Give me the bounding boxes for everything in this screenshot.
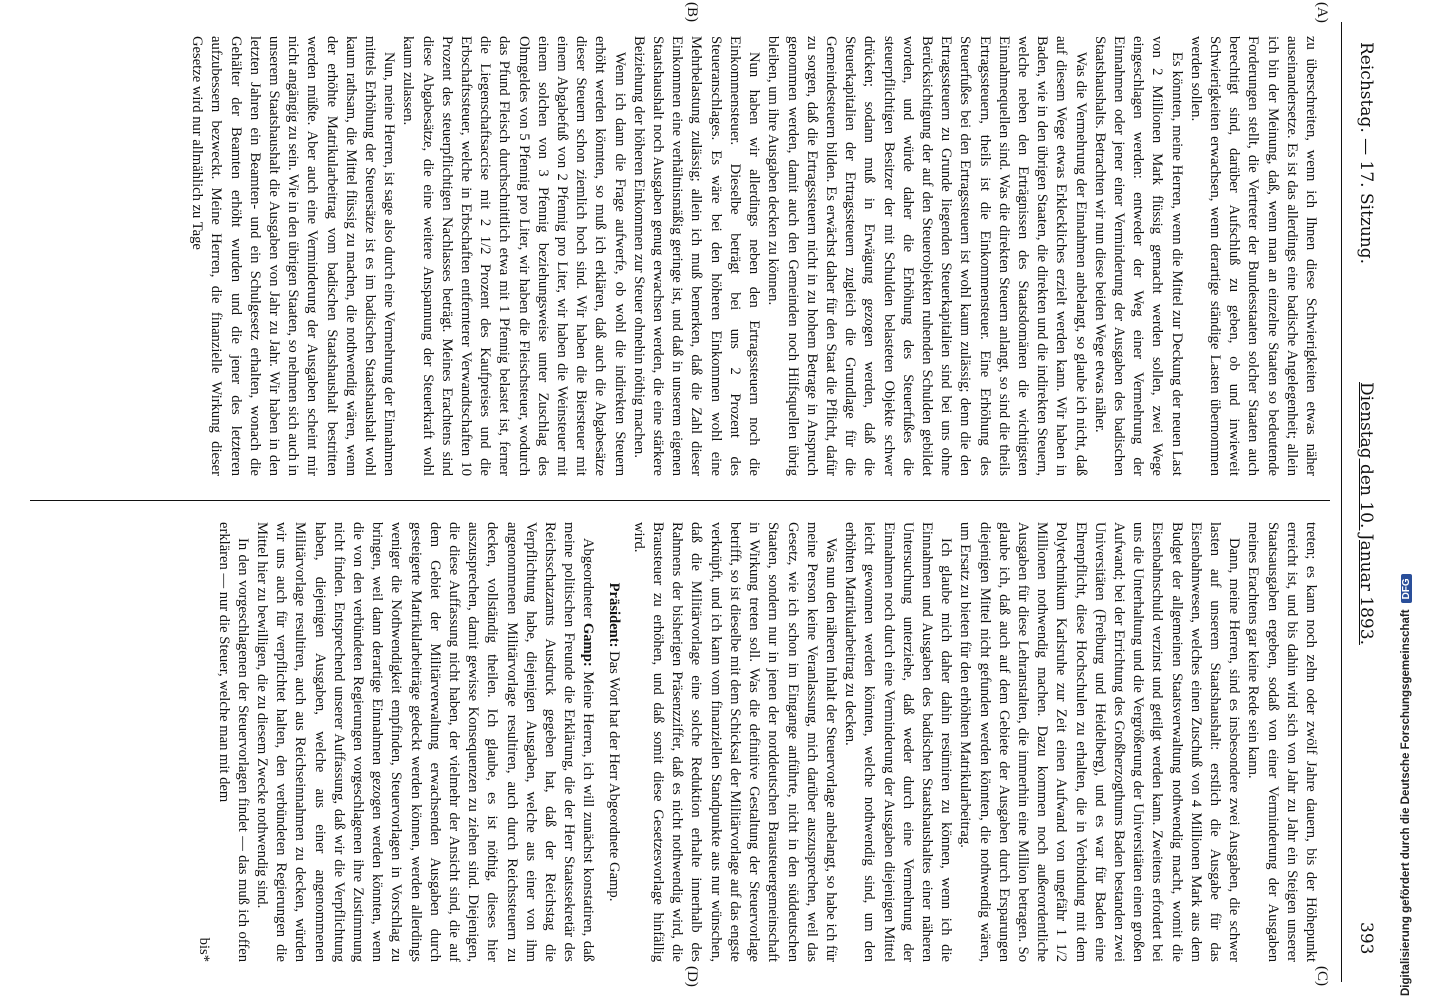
digitization-credit [1400, 574, 1412, 996]
president-line [603, 522, 622, 962]
running-header [1338, 22, 1390, 982]
rotated-print-page [10, 2, 1390, 987]
catchword: bis* [196, 937, 213, 962]
paragraph: Was nun den näheren Inhalt der Steuervorlage anbelangt, so habe ich für meine Person keine Veranlassung, mich darüber auszusprechen, weil das Gesetz, wie ich schon im Eingange anführte, nicht in den süddeutschen Staaten, sondern nur in jenen der norddeutschen Brausteuergemeinschaft in Wirkung treten soll. Was die definitive Gestaltung der Steuervorlage betrifft, so ist dieselbe mit dem Schicksal der Militärvorlage auf das engste verknüpft, und ich kann vom finanziellen Standpunkte aus nur wünschen, daß die Militärvorlage eine solche Reduktion erhalte innerhalb des Rahmens der bisherigen Präsenzziffer, daß es nicht nothwendig wird, die Brausteuer zu erhöhen, und daß somit diese Gesetzesvorlage hinfällig wird. [630, 522, 839, 962]
dfg-logo: DFG [1401, 574, 1412, 603]
paragraph: Ich glaube mich daher dahin resümiren zu können, wenn ich die Einnahmen und Ausgaben des badischen Staatshaushaltes einer näheren Untersuchung unterziehe, daß weder durch eine Vermehrung der Einnahmen noch durch eine Verminderung der Ausgaben diejenigen Mittel leicht gewonnen werden könnten, welche nothwendig sind, um den erhöhten Matrikularbeitrag zu decken. [842, 522, 955, 962]
paragraph: Nun, meine Herren, ist sage also durch eine Vermehrung der Einnahmen mittels Erhöhung der Steuersätze ist es im badischen Staatshaushalt wohl kaum rathsam, die Mittel flüssig zu machen, die nothwendig wären, wenn der erhöhte Matrikularbeitrag vom badischen Staatshaushalt bestritten werden müßte. Aber auch eine Verminderung der Ausgaben scheint mir nicht angängig zu sein. Wie in den übrigen Staaten, so nehmen sich auch in unserem Staatshaushalt die Ausgaben von Jahr zu Jahr. Wir haben in den letzten Jahren ein Beamten- und ein Schulgesetz erhalten, wonach die Gehälter der Beamten erhöht wurden und die jener des letzteren aufzubessern bezweckt. Meine Herren, die finanzielle Wirkung dieser Gesetze wird nur allmählich zu Tage [189, 36, 398, 476]
margin-label-b: (B) [684, 2, 700, 22]
paragraph: Wenn ich dann die Frage aufwerfe, ob wohl die indirekten Steuern erhöht werden könnten, so muß ich erklären, daß auch die Abgabesätze dieser Steuern schon ziemlich hoch sind. Wir haben die Biersteuer mit einem Abgabefuß von 2 Pfennig pro Liter, wir haben die Weinsteuer mit einem solchen von 3 Pfennig beziehungsweise unter Zuschlag des Ohmgeldes von 5 Pfennig pro Liter, wir haben die Fleischsteuer, wodurch das Pfund Fleisch durchschnittlich etwa mit 1 Pfennig belastet ist, ferner die Liegenschaftsaccise mit 2 1/2 Prozent des Kaufpreises und die Erbschaftssteuer, welche in Erbschaften entfernterer Verwandtschaften 10 Prozent des steuerpflichtigen Nachlasses beträgt. Meines Erachtens sind diese Abgabesätze, die eine weitere Anspannung der Steuerkraft wohl kaum zulassen. [400, 36, 628, 476]
right-column [30, 522, 1320, 962]
paragraph: Was die Vermehrung der Einnahmen anbelangt, so glaube ich nicht, daß auf diesem Wege etwas Erkleckliches erzielt werden kann. Wir haben in Baden, wie in den übrigen Staaten, die direkten und die indirekten Steuern, welche neben den Erträgnissen des Staatsdomänen die wichtigsten Einnahmequellen sind. Was die direkten Steuern anlangt, so sind die theils Ertragssteuern, theils ist die Einkommensteuer. Eine Erhöhung des Steuerfußes bei den Ertragssteuern ist wohl kaum zulässig; denn die den Ertragssteuern zu Grunde liegenden Steuerkapitalien sind bei uns ohne Berücksichtigung der auf den Steuerobjekten ruhenden Schulden gebildet worden, und würde daher die Erhöhung des Steuerfußes die steuerpflichtigen Besitzer der mit Schulden belasteten Objekte schwer drücken; sodann muß in Erwägung gezogen werden, daß die Steuerkapitalien der Ertragssteuern zugleich die Grundlage für die Gemeindesteuern bilden. Es erwächst daher für den Staat die Pflicht, dafür zu sorgen, daß die Ertragssteuern nicht in zu hohem Betrage in Anspruch genommen werden, damit auch den Gemeinden noch Hilfsquellen übrig bleiben, um ihre Ausgaben decken zu können. [765, 36, 1089, 476]
page-number: 393 [1356, 922, 1376, 955]
header-rule [1341, 22, 1342, 982]
paragraph: zu überschreiten, wenn ich Ihnen diese Schwierigkeiten etwas näher auseinandersetze. Es ist das allerdings eine badische Angelegenheit; allein ich bin der Meinung, daß, wenn man an einzelne Staaten so bedeutende Forderungen stellt, die Vertreter der Bundesstaaten solcher Staaten auch berechtigt sind, darüber Aufschluß zu geben, ob und inwieweit Schwierigkeiten erwachsen, wenn derartige ständige Lasten übernommen werden sollen. [1187, 36, 1319, 476]
left-column [30, 36, 1320, 476]
credit-text: Digitalisierung gefördert durch die Deutsche Forschungsgemeinschaft [1400, 609, 1412, 996]
column-divider [30, 500, 1330, 501]
paragraph: treten; es kann noch zehn oder zwölf Jahre dauern, bis der Höhepunkt erreicht ist, und bis dahin wird sich von Jahr zu Jahr ein Steigen unserer Staatsausgaben ergeben, sodaß von einer Verminderung der Ausgaben meines Erachtens gar keine Rede sein kann. [1245, 522, 1319, 962]
header-left: Reichstag. — 17. Sitzung. [1356, 42, 1376, 265]
speaker-paragraph [252, 522, 598, 962]
margin-label-c: (C) [1314, 966, 1330, 986]
president-text: Das Wort hat der Herr Abgeordnete Gamp. [605, 651, 622, 902]
speaker-name: Gamp: [580, 622, 597, 667]
speaker-text: Meine Herren, ich will zunächst konstatiren, daß meine politischen Freunde die Erklärung, die der Herr Staatssekretär des Reichsschatzamts Ausdruck gegeben hat, daß der Reichstag die Verpflichtung habe, diejenigen Ausgaben, welche aus einer von ihm angenommenen Militärvorlage resultiren, auch durch Reichssteuern zu decken, vollständig theilen. Ich glaube, es ist nöthig, dieses hier auszusprechen, damit gewisse Konsequenzen zu ziehen sind. Diejenigen, die diese Auffassung nicht haben, der vielmehr der Ansicht sind, die auf dem Gebiet der Militärverwaltung erwachsenden Ausgaben durch gesteigerte Matrikularbeiträge gedeckt werden können, werden allerdings weniger die Nothwendigkeit empfinden, Steuervorlagen in Vorschlag zu bringen, weil dann derartige Einnahmen gezogen werden könnten, wenn die von den verbündeten Regierungen vorgeschlagenen ihre Zustimmung nicht finden. Entsprechend unserer Auffassung, daß wir die Verpflichtung haben, diejenigen Ausgaben, welche aus einer angenommenen Militärvorlage resultiren, auch aus Reichseinnahmen zu decken, würden wir uns auch für verpflichtet halten, den verbündeten Regierungen die Mittel hier zu bewilligen, die zu diesem Zwecke nothwendig sind. [254, 522, 597, 962]
paragraph: In den vorgeschlagenen der Steuervorlagen findet — das muß ich offen erklären — nur die Steuer, welche man mit dem [215, 522, 251, 962]
paragraph: Dann, meine Herren, sind es insbesondere zwei Ausgaben, die schwer lasten auf unserem Staatshaushalt: erstlich die Ausgabe für das Eisenbahnwesen, welches einen Zuschuß von 4 Millionen Mark aus dem Budget der allgemeinen Staatsverwaltung nothwendig macht, womit die Eisenbahnschuld verzinst und getilgt werden kann. Zweitens erfordert bei uns die Unterhaltung und die Vergrößerung der Universitäten einen großen Aufwand; bei der Errichtung des Großherzogthums Baden bestanden zwei Universitäten (Freiburg und Heidelberg), und es war für Baden eine Ehrenpflicht, diese Hochschulen zu erhalten, die in Verbindung mit dem Polytechnikum Karlsruhe zur Zeit einen Aufwand von ungefähr 1 1/2 Millionen nothwendig machen. Dazu kommen noch außerordentliche Ausgaben für diese Lehranstalten, die immerhin eine Million betragen. So glaube ich, daß auch auf dem Gebiete der Ausgaben durch Ersparungen diejenigen Mittel nicht gefunden werden könnten, die nothwendig wären, um Ersatz zu bieten für den erhöhten Matrikularbeitrag. [957, 522, 1243, 962]
president-label: Präsident: [605, 582, 622, 648]
paragraph: Nun haben wir allerdings neben den Ertragssteuern noch die Einkommensteuer. Dieselbe beträgt bei uns 2 Prozent des Steueranschlages. Es wäre bei den höheren Einkommen wohl eine Mehrbelastung zulässig; allein ich muß bemerken, daß die Zahl dieser Einkommen eine verhältnismäßig geringe ist, und daß in unserem eigenen Staatshaushalt noch Ausgaben genug erwachsen werden, die eine stärkere Beiziehung der höheren Einkommen zur Steuer ohnehin nöthig machen. [630, 36, 763, 476]
header-date: Dienstag den 10. Januar 1893. [1356, 382, 1376, 645]
speaker-prefix: Abgeordneter [580, 538, 597, 619]
margin-label-d: (D) [684, 966, 700, 987]
margin-label-a: (A) [1314, 2, 1330, 23]
paragraph: Es könnten, meine Herren, wenn die Mittel zur Deckung der neuen Last von 2 Millionen Mark flüssig gemacht werden sollen, zwei Wege eingeschlagen werden: entweder der Weg einer Vermehrung der Einnahmen oder jener einer Verminderung der Ausgaben des badischen Staatshaushalts. Betrachten wir nun diese beiden Wege etwas näher. [1091, 36, 1185, 476]
